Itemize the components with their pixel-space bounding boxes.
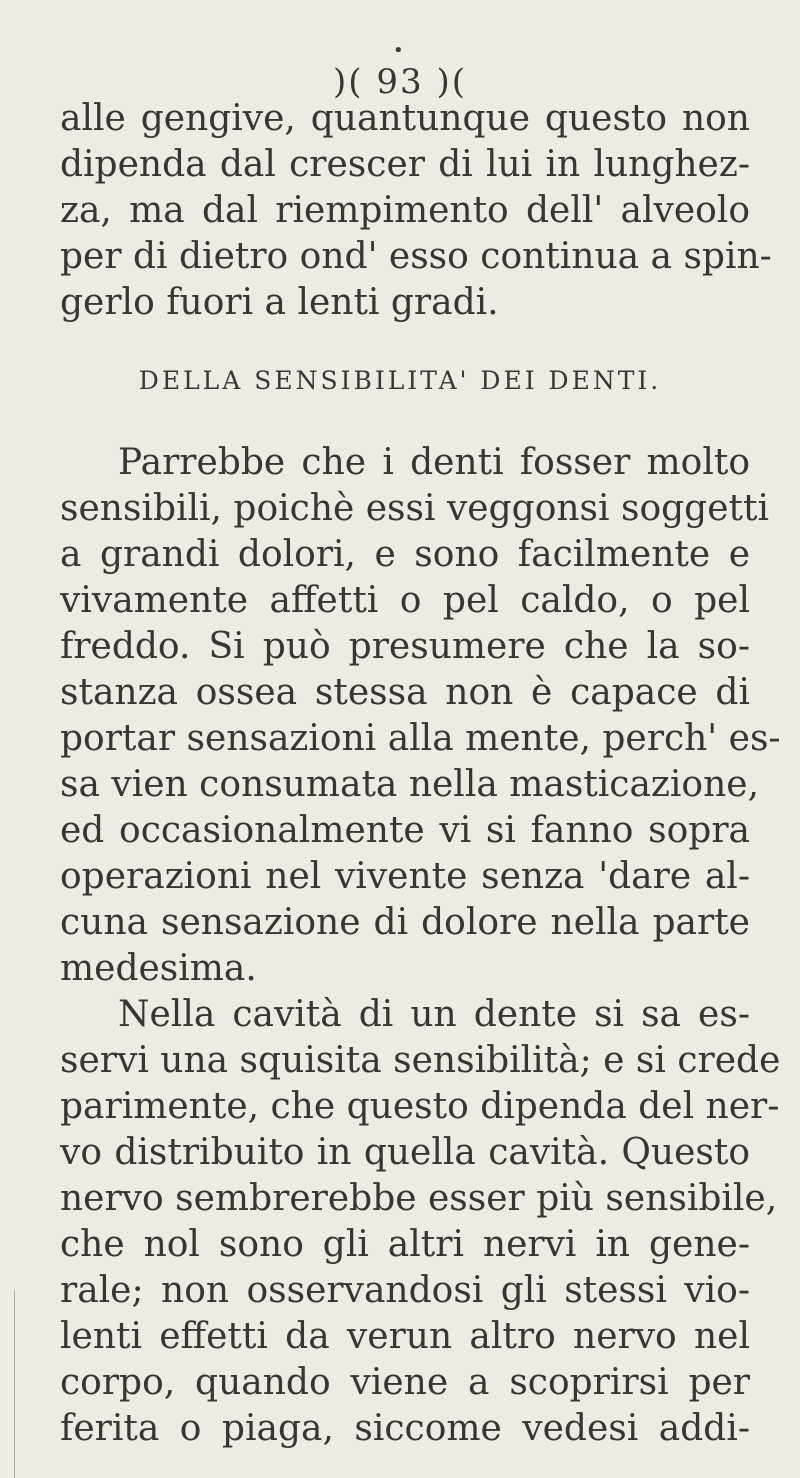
page-number: )( 93 )( [333,62,467,102]
text-line: operazioni nel vivente senza 'dare al- [60,856,750,897]
text-line: rale; non osservandosi gli stessi vio- [60,1270,750,1311]
folio-mark: • [393,40,406,61]
paragraph-1 [60,440,781,992]
text-line: portar sensazioni alla mente, perch' es- [60,718,781,759]
text-line: stanza ossea stessa non è capace di [60,672,750,713]
text-line: alle gengive, quantunque questo non [60,98,750,139]
text-line: vo distribuito in quella cavità. Questo [60,1132,750,1173]
text-line: servi una squisita sensibilità; e si crede [60,1040,781,1081]
text-line: sensibili, poichè essi veggonsi soggetti [60,488,769,529]
text-line: lenti effetti da verun altro nervo nel [60,1316,750,1357]
section-heading: DELLA SENSIBILITA' DEI DENTI. [138,366,662,395]
text-line: sa vien consumata nella masticazione, [60,764,760,805]
text-line: dipenda dal crescer di lui in lunghez- [60,144,750,185]
paragraph-2 [60,992,781,1452]
text-line: cuna sensazione di dolore nella parte [60,902,750,943]
text-line: ferita o piaga, siccome vedesi addi- [60,1408,750,1449]
text-line: gerlo fuori a lenti gradi. [60,282,499,323]
text-line: che nol sono gli altri nervi in gene- [60,1224,750,1265]
text-line: Parrebbe che i denti fosser molto [118,442,750,483]
text-line: ed occasionalmente vi si fanno sopra [60,810,750,851]
text-line: medesima. [60,948,257,989]
text-line: freddo. Si può presumere che la so- [60,626,750,667]
intro-paragraph [60,96,772,326]
text-line: Nella cavità di un dente si sa es- [118,994,750,1035]
text-line: za, ma dal riempimento dell' alveolo [60,190,750,231]
text-line: a grandi dolori, e sono facilmente e [60,534,750,575]
text-line: nervo sembrerebbe esser più sensibile, [60,1178,778,1219]
text-line: corpo, quando viene a scoprirsi per [60,1362,750,1403]
text-line: per di dietro ond' esso continua a spin- [60,236,772,277]
binding-edge-line [14,1290,15,1478]
text-line: parimente, che questo dipenda del ner- [60,1086,780,1127]
text-line: vivamente affetti o pel caldo, o pel [60,580,750,621]
